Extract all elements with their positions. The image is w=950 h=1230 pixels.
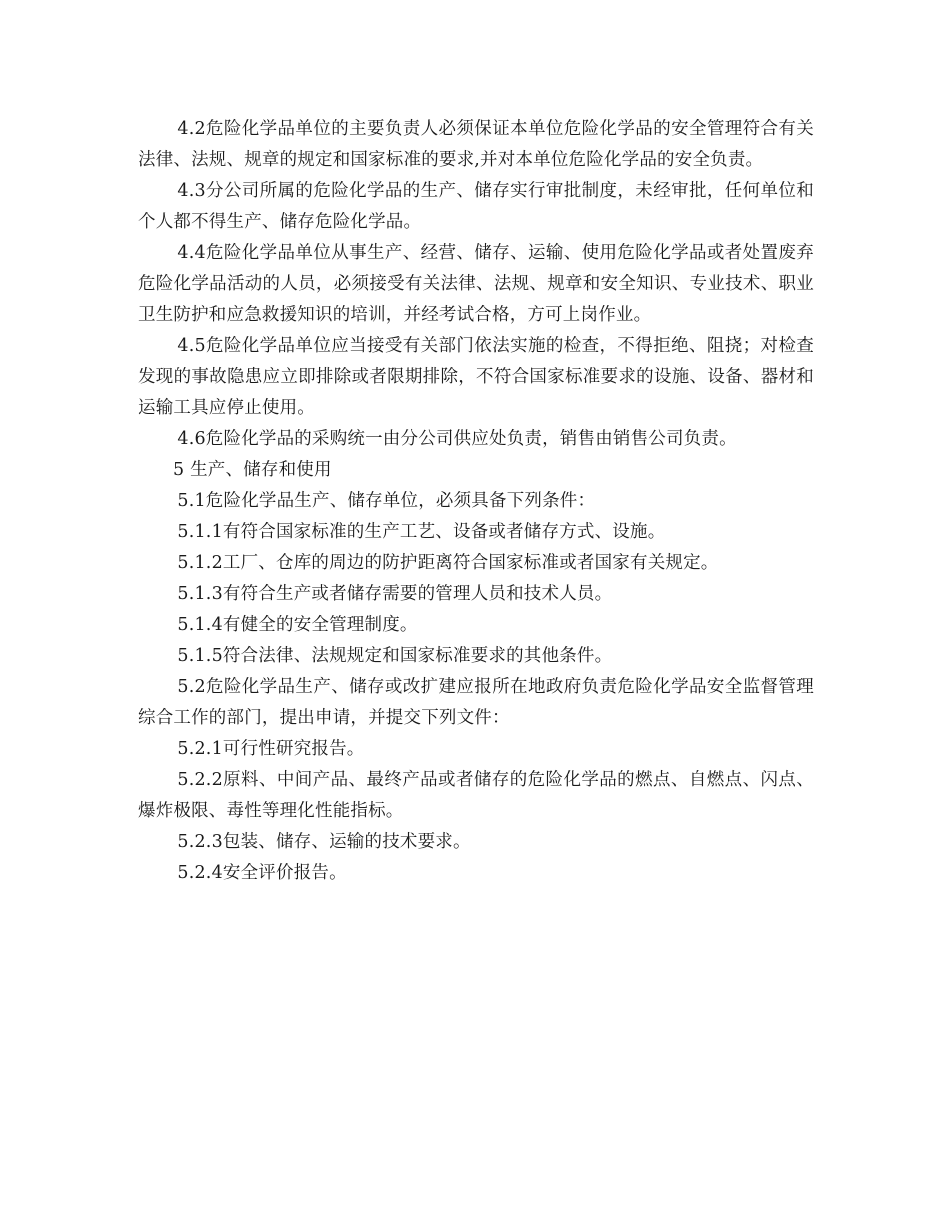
paragraph-5-2-2: 5.2.2原料、中间产品、最终产品或者储存的危险化学品的燃点、自燃点、闪点、爆炸极限、毒性等理化性能指标。 (138, 770, 814, 821)
paragraph-5-1-2: 5.1.2工厂、仓库的周边的防护距离符合国家标准或者国家有关规定。 (177, 553, 719, 573)
paragraph-4-6: 4.6危险化学品的采购统一由分公司供应处负责，销售由销售公司负责。 (177, 429, 737, 449)
paragraph-5-1: 5.1危险化学品生产、储存单位，必须具备下列条件： (177, 491, 596, 511)
paragraph-5-1-1: 5.1.1有符合国家标准的生产工艺、设备或者储存方式、设施。 (177, 522, 666, 542)
paragraph-5-2: 5.2危险化学品生产、储存或改扩建应报所在地政府负责危险化学品安全监督管理综合工作的部门，提出申请，并提交下列文件： (138, 677, 814, 728)
paragraph-4-2: 4.2危险化学品单位的主要负责人必须保证本单位危险化学品的安全管理符合有关法律、法规、规章的规定和国家标准的要求,并对本单位危险化学品的安全负责。 (138, 119, 814, 170)
paragraph-4-4: 4.4危险化学品单位从事生产、经营、储存、运输、使用危险化学品或者处置废弃危险化学品活动的人员，必须接受有关法律、法规、规章和安全知识、专业技术、职业卫生防护和应急救援知识的培训，并经考试合格，方可上岗作业。 (138, 243, 814, 325)
paragraph-5-1-5: 5.1.5符合法律、法规规定和国家标准要求的其他条件。 (177, 646, 613, 666)
paragraph-4-3: 4.3分公司所属的危险化学品的生产、储存实行审批制度，未经审批，任何单位和个人都不得生产、储存危险化学品。 (138, 181, 814, 232)
section-heading-5: 5 生产、储存和使用 (173, 460, 332, 480)
paragraph-5-1-3: 5.1.3有符合生产或者储存需要的管理人员和技术人员。 (177, 584, 613, 604)
paragraph-5-1-4: 5.1.4有健全的安全管理制度。 (177, 615, 418, 635)
document-body (138, 114, 814, 889)
paragraph-5-2-3: 5.2.3包装、储存、运输的技术要求。 (177, 832, 471, 852)
paragraph-4-5: 4.5危险化学品单位应当接受有关部门依法实施的检查，不得拒绝、阻挠；对检查发现的事故隐患应立即排除或者限期排除，不符合国家标准要求的设施、设备、器材和运输工具应停止使用。 (138, 336, 814, 418)
paragraph-5-2-1: 5.2.1可行性研究报告。 (177, 739, 365, 759)
paragraph-5-2-4: 5.2.4安全评价报告。 (177, 863, 347, 883)
